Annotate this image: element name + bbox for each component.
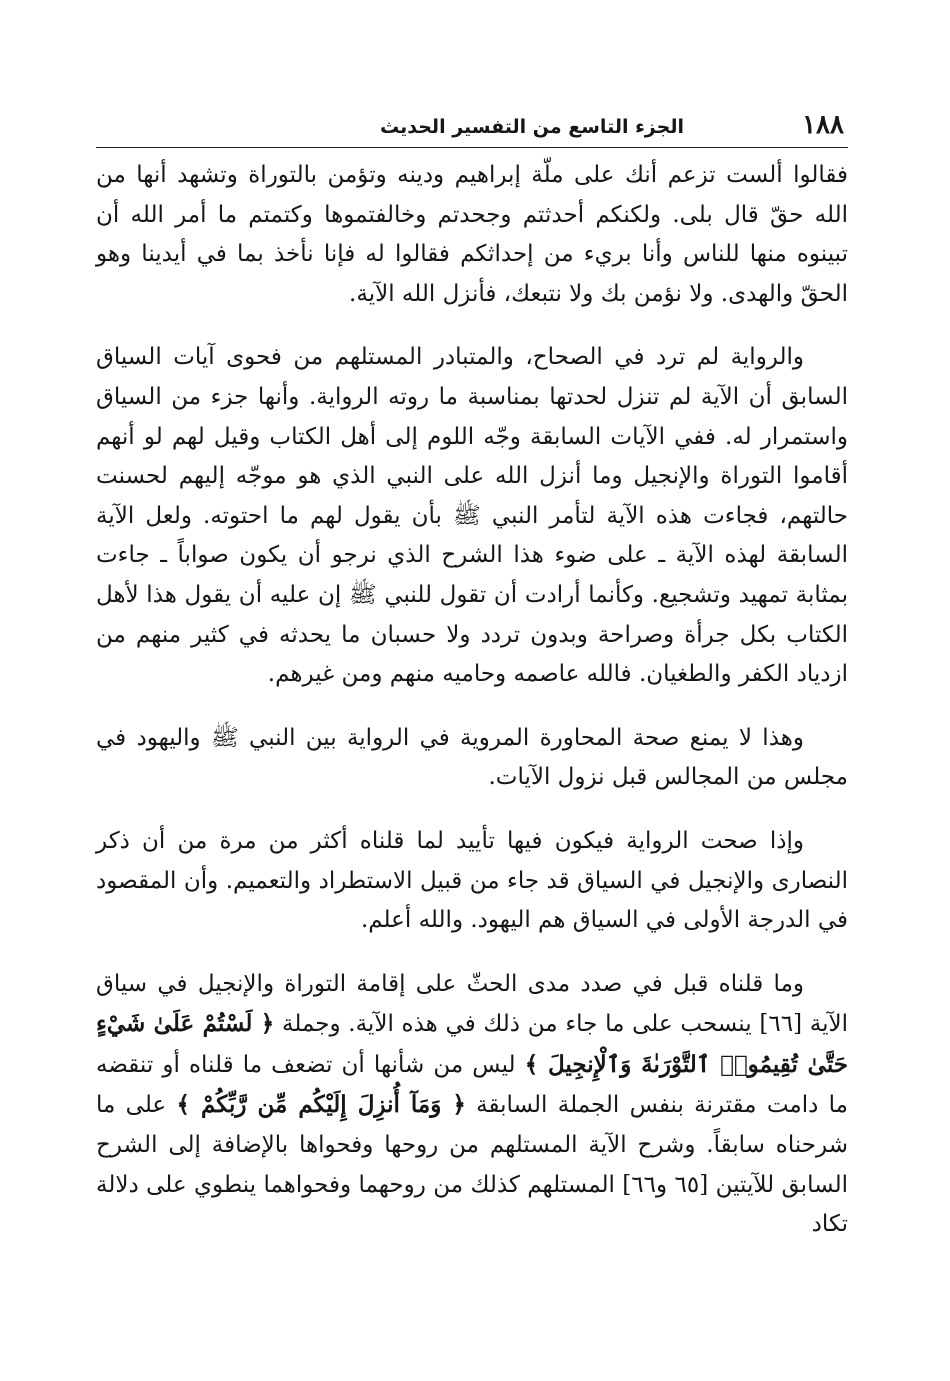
running-title: الجزء التاسع من التفسير الحديث bbox=[380, 116, 684, 138]
paragraph-5-part-3: على ما شرحناه سابقاً. وشرح الآية المستلهم من روحها وفحواها بالإضافة إلى الشرح السابق للآيتين [٦٥ و٦٦] المستلهم كذلك من روحهما وفحواهما ينطوي على دلالة تكاد bbox=[96, 1092, 849, 1238]
paragraph-5-part-2: ليس من شأنها أن تضعف ما قلناه أو تنقضه ما دامت مقترنة بنفس الجملة السابقة bbox=[96, 1051, 848, 1119]
paragraph-3: وهذا لا يمنع صحة المحاورة المروية في الرواية بين النبي ﷺ واليهود في مجلس من المجالس قبل نزول الآيات. bbox=[96, 724, 848, 791]
body-text bbox=[96, 156, 848, 1269]
page-header bbox=[96, 104, 848, 148]
paragraph-2: والرواية لم ترد في الصحاح، والمتبادر المستلهم من فحوى آيات السياق السابق أن الآية لم تنزل لحدتها بمناسبة ما روته الرواية. وأنها جزء من السياق واستمرار له. ففي الآيات السابقة وجّه اللوم إلى أهل الكتاب وقيل لهم لو أنهم أقاموا التوراة والإنجيل وما أنزل الله على النبي الذي هو موجّه إليهم لحسنت حالتهم، فجاءت هذه الآية لتأمر النبي ﷺ بأن يقول لهم ما احتوته. ولعل الآية السابقة لهذه الآية ـ على ضوء هذا الشرح الذي نرجو أن يكون صواباً ـ جاءت بمثابة تمهيد وتشجيع. وكأنما أرادت أن تقول للنبي ﷺ إن عليه أن يقول هذا لأهل الكتاب بكل جرأة وصراحة وبدون تردد ولا حسبان ما يحدثه في كثير منهم من ازدياد الكفر والطغيان. فالله عاصمه وحاميه منهم ومن غيرهم. bbox=[96, 344, 848, 688]
paragraph-5 bbox=[96, 965, 848, 1245]
paragraph-4: وإذا صحت الرواية فيكون فيها تأييد لما قلناه أكثر من مرة من أن ذكر النصارى والإنجيل في السياق قد جاء من قبيل الاستطراد والتعميم. وأن المقصود في الدرجة الأولى في السياق هم اليهود. والله أعلم. bbox=[96, 827, 848, 934]
paragraph-1: فقالوا ألست تزعم أنك على ملّة إبراهيم ودينه وتؤمن بالتوراة وتشهد أنها من الله حقّ قال بلى. ولكنكم أحدثتم وجحدتم وخالفتموها وكتمتم ما أمر الله أن تبينوه منها للناس وأنا بريء من إحداثكم فقالوا له فإنا نأخذ بما في أيدينا وهو الحقّ والهدى. ولا نؤمن بك ولا نتبعك، فأنزل الله الآية. bbox=[96, 162, 848, 307]
quran-quote-2: ﴿ وَمَآ أُنزِلَ إِلَيْكُم مِّن رَّبِّكُمْ ﴾ bbox=[176, 1091, 466, 1119]
page-number: ١٨٨ bbox=[802, 110, 844, 140]
paragraph-5-part-1: وما قلناه قبل في صدد مدى الحثّ على إقامة التوراة والإنجيل في سياق الآية [٦٦] ينسحب على ما جاء من ذلك في هذه الآية. وجملة bbox=[96, 970, 848, 1038]
quran-quote-1: ﴿ لَسْتُمْ عَلَىٰ شَيْءٍ حَتَّىٰ تُقِيمُوا۟ ٱلتَّوْرَىٰةَ وَٱلْإِنجِيلَ ﴾ bbox=[96, 1010, 848, 1078]
